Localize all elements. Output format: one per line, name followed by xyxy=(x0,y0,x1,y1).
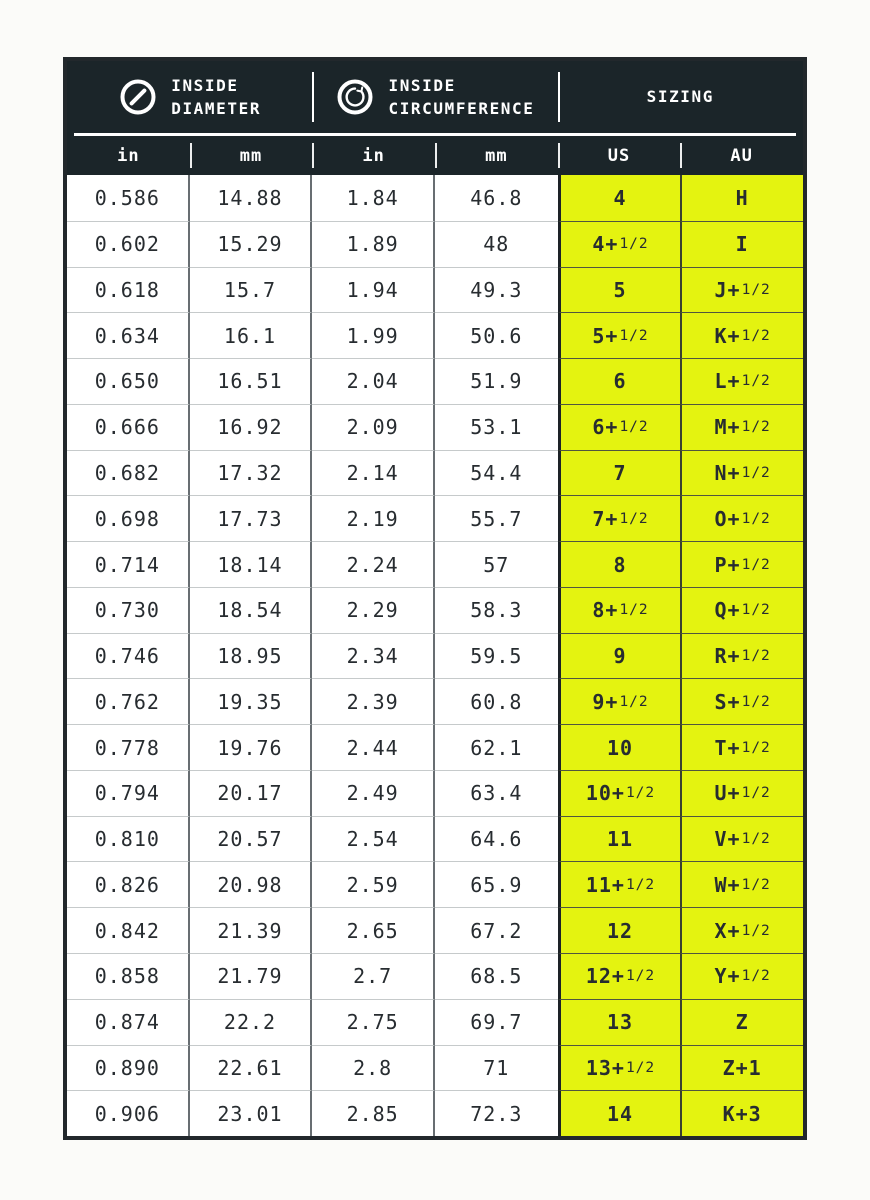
cell-circumference-mm: 60.8 xyxy=(435,678,558,724)
cell-diameter-in: 0.602 xyxy=(67,221,190,267)
cell-size-au xyxy=(680,450,803,496)
us-size-main: 10 xyxy=(606,735,634,760)
table-row xyxy=(67,861,803,907)
us-size-main: 11+ xyxy=(585,872,625,897)
table-row xyxy=(67,358,803,404)
table-row xyxy=(67,907,803,953)
us-size-fraction: 1/2 xyxy=(625,785,656,802)
circumference-icon xyxy=(335,77,375,117)
au-size-main: N+ xyxy=(714,460,741,485)
us-size-main: 9 xyxy=(613,644,627,669)
table-row xyxy=(67,1090,803,1136)
au-size-fraction: 1/2 xyxy=(741,327,771,344)
cell-circumference-in: 2.24 xyxy=(312,541,435,587)
cell-diameter-in: 0.842 xyxy=(67,907,190,953)
us-size-fraction: 1/2 xyxy=(625,876,656,893)
cell-size-au xyxy=(680,312,803,358)
us-size-main: 7+ xyxy=(592,506,619,531)
au-size-main: W+ xyxy=(714,872,741,897)
cell-diameter-in: 0.746 xyxy=(67,633,190,679)
cell-circumference-mm: 71 xyxy=(435,1045,558,1091)
cell-diameter-in: 0.794 xyxy=(67,770,190,816)
us-size-main: 7 xyxy=(613,460,627,485)
cell-circumference-mm: 69.7 xyxy=(435,999,558,1045)
column-header-row xyxy=(67,136,803,175)
cell-circumference-in: 2.19 xyxy=(312,495,435,541)
table-row xyxy=(67,724,803,770)
au-size-main: M+ xyxy=(714,415,741,440)
cell-size-us xyxy=(558,358,681,404)
cell-diameter-mm: 20.57 xyxy=(190,816,313,862)
table-row xyxy=(67,175,803,221)
au-size-main: X+ xyxy=(714,918,741,943)
us-size-fraction: 1/2 xyxy=(619,510,649,527)
cell-size-us xyxy=(558,541,681,587)
au-size-main: U+ xyxy=(714,781,741,806)
cell-diameter-in: 0.666 xyxy=(67,404,190,450)
cell-diameter-mm: 22.2 xyxy=(190,999,313,1045)
cell-circumference-mm: 62.1 xyxy=(435,724,558,770)
cell-circumference-in: 2.65 xyxy=(312,907,435,953)
cell-size-au xyxy=(680,1090,803,1136)
us-size-main: 8 xyxy=(613,552,627,577)
table-header xyxy=(67,61,803,175)
au-size-main: Q+ xyxy=(714,598,741,623)
au-size-fraction: 1/2 xyxy=(741,464,771,481)
cell-diameter-mm: 17.73 xyxy=(190,495,313,541)
cell-size-au xyxy=(680,633,803,679)
cell-size-us xyxy=(558,999,681,1045)
table-row xyxy=(67,267,803,313)
au-size-main: Y+ xyxy=(714,964,741,989)
cell-circumference-mm: 64.6 xyxy=(435,816,558,862)
cell-circumference-in: 1.89 xyxy=(312,221,435,267)
cell-size-us xyxy=(558,770,681,816)
cell-size-au xyxy=(680,678,803,724)
au-size-main: R+ xyxy=(714,644,741,669)
cell-circumference-in: 2.59 xyxy=(312,861,435,907)
column-header-circumference-in: in xyxy=(312,136,435,175)
cell-diameter-mm: 18.54 xyxy=(190,587,313,633)
us-size-main: 8+ xyxy=(592,598,619,623)
cell-size-au xyxy=(680,953,803,999)
diameter-icon xyxy=(118,77,158,117)
cell-circumference-mm: 63.4 xyxy=(435,770,558,816)
us-size-main: 6 xyxy=(613,369,627,394)
us-size-main: 5 xyxy=(613,277,627,302)
au-size-fraction: 1/2 xyxy=(741,922,771,939)
table-body xyxy=(67,175,803,1136)
au-size-main: L+ xyxy=(714,369,741,394)
cell-diameter-in: 0.698 xyxy=(67,495,190,541)
column-header-diameter-in: in xyxy=(117,145,140,166)
cell-diameter-mm: 16.51 xyxy=(190,358,313,404)
cell-diameter-mm: 15.7 xyxy=(190,267,313,313)
au-size-fraction: 1/2 xyxy=(741,785,771,802)
table-row xyxy=(67,541,803,587)
table-row xyxy=(67,816,803,862)
us-size-main: 10+ xyxy=(585,781,625,806)
us-size-main: 5+ xyxy=(592,323,619,348)
cell-circumference-in: 2.54 xyxy=(312,816,435,862)
us-size-fraction: 1/2 xyxy=(619,693,649,710)
cell-size-us xyxy=(558,495,681,541)
header-group-inside-circumference xyxy=(312,61,557,133)
au-size-main: T+ xyxy=(714,735,741,760)
au-size-main: V+ xyxy=(714,827,741,852)
cell-circumference-mm: 58.3 xyxy=(435,587,558,633)
cell-diameter-in: 0.618 xyxy=(67,267,190,313)
cell-diameter-mm: 16.92 xyxy=(190,404,313,450)
cell-circumference-mm: 55.7 xyxy=(435,495,558,541)
cell-diameter-mm: 16.1 xyxy=(190,312,313,358)
cell-size-us xyxy=(558,1090,681,1136)
au-size-fraction: 1/2 xyxy=(741,602,771,619)
cell-size-au xyxy=(680,816,803,862)
us-size-fraction: 1/2 xyxy=(625,1059,656,1076)
table-row xyxy=(67,221,803,267)
cell-circumference-in: 1.84 xyxy=(312,175,435,221)
cell-diameter-mm: 18.95 xyxy=(190,633,313,679)
cell-diameter-in: 0.826 xyxy=(67,861,190,907)
cell-diameter-in: 0.778 xyxy=(67,724,190,770)
au-size-fraction: 1/2 xyxy=(741,556,771,573)
cell-diameter-mm: 18.14 xyxy=(190,541,313,587)
cell-size-us xyxy=(558,1045,681,1091)
cell-size-us xyxy=(558,861,681,907)
us-size-main: 13+ xyxy=(585,1055,625,1080)
au-size-fraction: 1/2 xyxy=(741,419,771,436)
cell-diameter-in: 0.906 xyxy=(67,1090,190,1136)
cell-diameter-mm: 15.29 xyxy=(190,221,313,267)
cell-size-au xyxy=(680,541,803,587)
au-size-fraction: 1/2 xyxy=(741,510,771,527)
cell-size-au xyxy=(680,587,803,633)
cell-diameter-in: 0.810 xyxy=(67,816,190,862)
us-size-main: 11 xyxy=(606,827,634,852)
cell-size-us xyxy=(558,953,681,999)
column-header-circumference-mm: mm xyxy=(435,136,558,175)
header-label-sizing: SIZING xyxy=(646,87,715,107)
cell-diameter-mm: 17.32 xyxy=(190,450,313,496)
cell-size-au xyxy=(680,999,803,1045)
us-size-fraction: 1/2 xyxy=(619,236,649,253)
cell-circumference-mm: 59.5 xyxy=(435,633,558,679)
cell-circumference-in: 1.94 xyxy=(312,267,435,313)
table-row xyxy=(67,770,803,816)
cell-size-au xyxy=(680,267,803,313)
us-size-main: 14 xyxy=(606,1101,634,1126)
cell-circumference-in: 2.29 xyxy=(312,587,435,633)
cell-size-us xyxy=(558,633,681,679)
cell-circumference-in: 2.14 xyxy=(312,450,435,496)
au-size-main: J+ xyxy=(714,277,741,302)
cell-diameter-in: 0.682 xyxy=(67,450,190,496)
au-size-fraction: 1/2 xyxy=(741,373,771,390)
au-size-fraction: 1/2 xyxy=(741,876,771,893)
table-row xyxy=(67,1045,803,1091)
cell-size-au xyxy=(680,724,803,770)
cell-diameter-in: 0.874 xyxy=(67,999,190,1045)
cell-diameter-in: 0.714 xyxy=(67,541,190,587)
us-size-main: 13 xyxy=(606,1010,634,1035)
cell-diameter-mm: 14.88 xyxy=(190,175,313,221)
cell-diameter-in: 0.858 xyxy=(67,953,190,999)
cell-size-us xyxy=(558,404,681,450)
cell-size-us xyxy=(558,816,681,862)
au-size-main: K+3 xyxy=(722,1101,762,1126)
us-size-fraction: 1/2 xyxy=(619,419,649,436)
cell-diameter-in: 0.730 xyxy=(67,587,190,633)
header-group-row xyxy=(67,61,803,133)
cell-circumference-mm: 49.3 xyxy=(435,267,558,313)
cell-size-us xyxy=(558,907,681,953)
cell-size-us xyxy=(558,724,681,770)
au-size-fraction: 1/2 xyxy=(741,831,771,848)
cell-size-au xyxy=(680,358,803,404)
cell-circumference-mm: 50.6 xyxy=(435,312,558,358)
cell-circumference-in: 1.99 xyxy=(312,312,435,358)
cell-size-us xyxy=(558,175,681,221)
column-header-au: AU xyxy=(680,136,803,175)
cell-size-us xyxy=(558,312,681,358)
cell-size-au xyxy=(680,175,803,221)
column-header-diameter-mm: mm xyxy=(190,136,313,175)
cell-diameter-in: 0.586 xyxy=(67,175,190,221)
cell-size-au xyxy=(680,770,803,816)
cell-circumference-in: 2.04 xyxy=(312,358,435,404)
column-header-us: US xyxy=(558,136,681,175)
au-size-main: K+ xyxy=(714,323,741,348)
au-size-main: Z+1 xyxy=(722,1055,762,1080)
cell-size-us xyxy=(558,450,681,496)
au-size-fraction: 1/2 xyxy=(741,693,771,710)
au-size-main: S+ xyxy=(714,689,741,714)
cell-size-us xyxy=(558,221,681,267)
header-label-inside-circumference: INSIDE CIRCUMFERENCE xyxy=(388,75,535,118)
ring-sizing-chart xyxy=(63,57,807,1140)
cell-size-au xyxy=(680,404,803,450)
cell-diameter-mm: 20.98 xyxy=(190,861,313,907)
table-row xyxy=(67,312,803,358)
au-size-main: P+ xyxy=(714,552,741,577)
cell-circumference-mm: 67.2 xyxy=(435,907,558,953)
table-row xyxy=(67,404,803,450)
cell-circumference-mm: 65.9 xyxy=(435,861,558,907)
cell-circumference-mm: 51.9 xyxy=(435,358,558,404)
us-size-fraction: 1/2 xyxy=(619,327,649,344)
cell-circumference-in: 2.49 xyxy=(312,770,435,816)
us-size-fraction: 1/2 xyxy=(625,968,656,985)
cell-diameter-mm: 21.79 xyxy=(190,953,313,999)
table-row xyxy=(67,633,803,679)
au-size-fraction: 1/2 xyxy=(741,968,771,985)
cell-diameter-in: 0.890 xyxy=(67,1045,190,1091)
table-row xyxy=(67,999,803,1045)
au-size-main: H xyxy=(735,185,749,210)
table-row xyxy=(67,450,803,496)
cell-circumference-mm: 53.1 xyxy=(435,404,558,450)
us-size-main: 4+ xyxy=(592,232,619,257)
au-size-fraction: 1/2 xyxy=(741,281,771,298)
table-row xyxy=(67,495,803,541)
cell-circumference-in: 2.34 xyxy=(312,633,435,679)
cell-diameter-mm: 21.39 xyxy=(190,907,313,953)
au-size-main: Z xyxy=(735,1010,749,1035)
cell-circumference-mm: 46.8 xyxy=(435,175,558,221)
cell-size-au xyxy=(680,221,803,267)
cell-diameter-in: 0.634 xyxy=(67,312,190,358)
cell-circumference-mm: 57 xyxy=(435,541,558,587)
cell-circumference-in: 2.44 xyxy=(312,724,435,770)
cell-circumference-mm: 72.3 xyxy=(435,1090,558,1136)
cell-circumference-mm: 54.4 xyxy=(435,450,558,496)
us-size-main: 9+ xyxy=(592,689,619,714)
cell-diameter-mm: 20.17 xyxy=(190,770,313,816)
cell-diameter-mm: 19.76 xyxy=(190,724,313,770)
header-label-inside-diameter: INSIDE DIAMETER xyxy=(171,75,262,118)
cell-size-au xyxy=(680,907,803,953)
cell-circumference-mm: 48 xyxy=(435,221,558,267)
table-row xyxy=(67,587,803,633)
au-size-fraction: 1/2 xyxy=(741,648,771,665)
cell-circumference-mm: 68.5 xyxy=(435,953,558,999)
cell-size-us xyxy=(558,267,681,313)
header-group-inside-diameter xyxy=(67,61,312,133)
cell-diameter-mm: 19.35 xyxy=(190,678,313,724)
cell-circumference-in: 2.09 xyxy=(312,404,435,450)
cell-size-au xyxy=(680,1045,803,1091)
table-row xyxy=(67,678,803,724)
us-size-main: 6+ xyxy=(592,415,619,440)
au-size-fraction: 1/2 xyxy=(741,739,771,756)
au-size-main: O+ xyxy=(714,506,741,531)
cell-circumference-in: 2.7 xyxy=(312,953,435,999)
cell-size-us xyxy=(558,587,681,633)
cell-circumference-in: 2.39 xyxy=(312,678,435,724)
cell-size-au xyxy=(680,861,803,907)
us-size-main: 12+ xyxy=(585,964,625,989)
au-size-main: I xyxy=(735,232,749,257)
us-size-main: 4 xyxy=(613,185,627,210)
cell-diameter-mm: 22.61 xyxy=(190,1045,313,1091)
table-row xyxy=(67,953,803,999)
cell-size-us xyxy=(558,678,681,724)
cell-diameter-in: 0.762 xyxy=(67,678,190,724)
cell-circumference-in: 2.75 xyxy=(312,999,435,1045)
cell-diameter-in: 0.650 xyxy=(67,358,190,404)
cell-circumference-in: 2.85 xyxy=(312,1090,435,1136)
cell-circumference-in: 2.8 xyxy=(312,1045,435,1091)
cell-diameter-mm: 23.01 xyxy=(190,1090,313,1136)
cell-size-au xyxy=(680,495,803,541)
header-group-sizing xyxy=(558,61,803,133)
us-size-main: 12 xyxy=(606,918,634,943)
us-size-fraction: 1/2 xyxy=(619,602,649,619)
